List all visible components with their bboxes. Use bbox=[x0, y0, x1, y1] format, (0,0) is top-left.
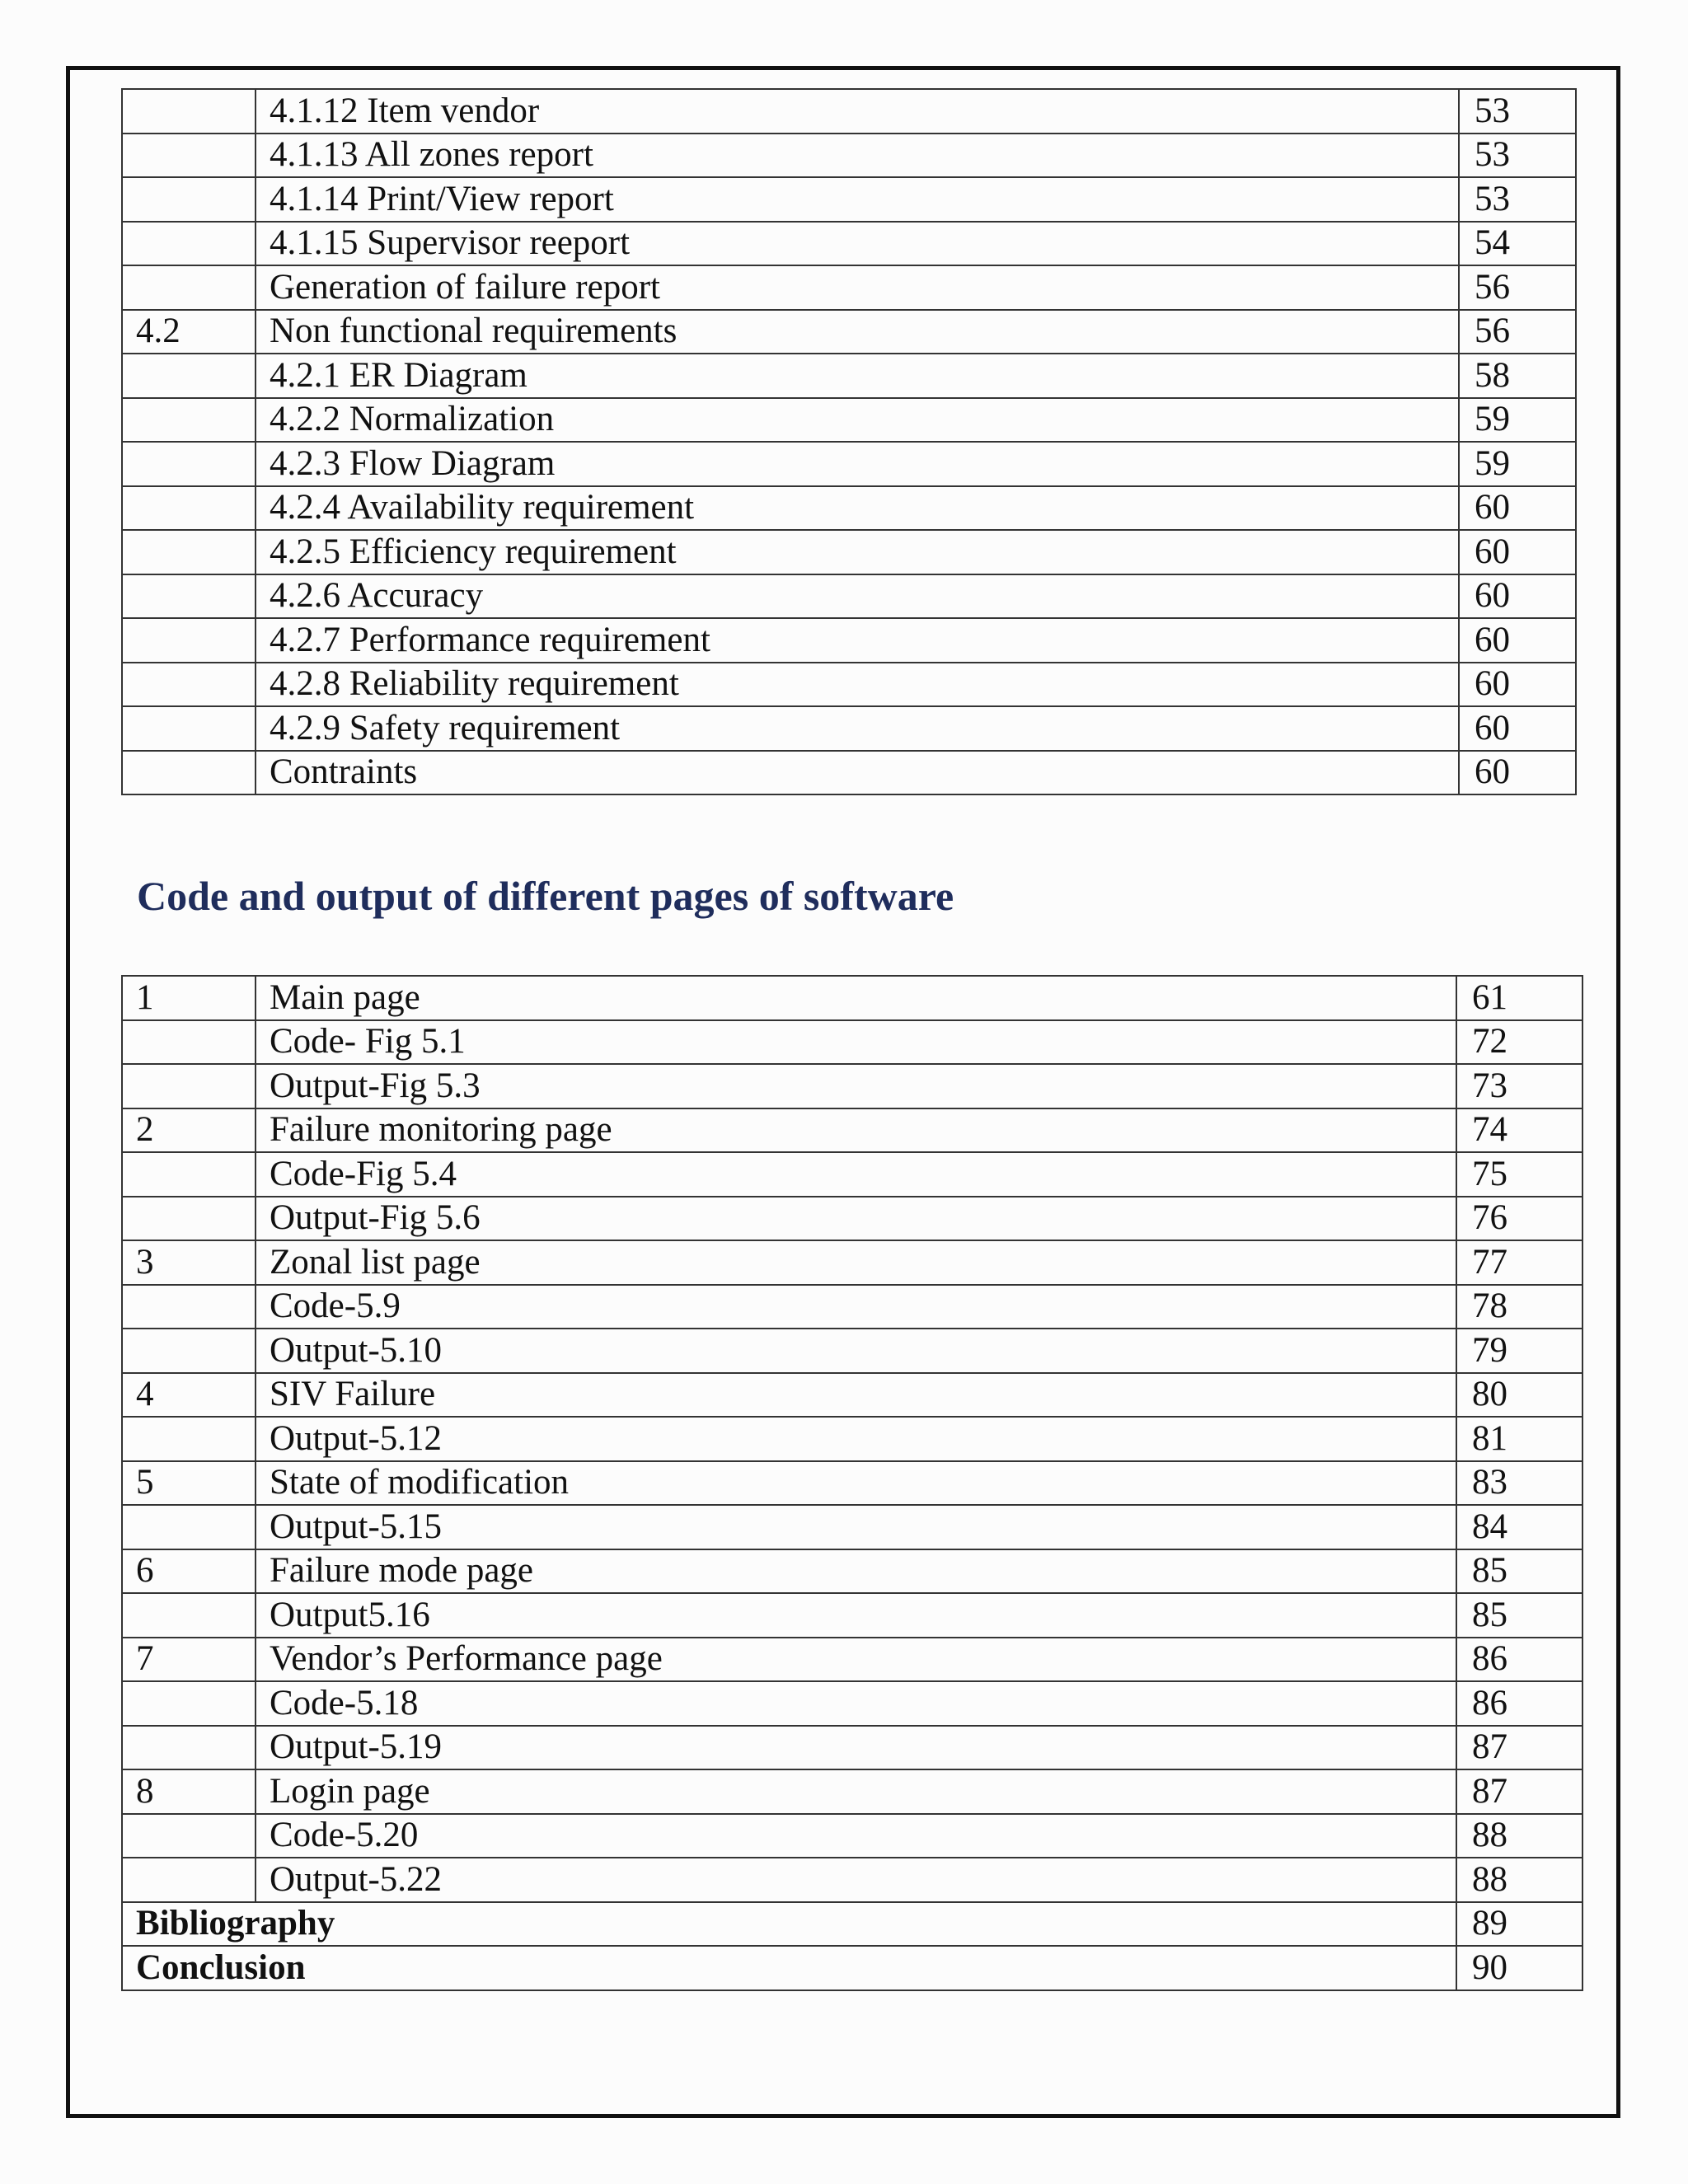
toc-row bbox=[122, 1329, 1582, 1373]
toc-page-number: 59 bbox=[1459, 398, 1576, 443]
toc-page-number: 53 bbox=[1459, 134, 1576, 178]
toc-entry-title: Output-5.19 bbox=[256, 1726, 1456, 1770]
section-heading: Code and output of different pages of software bbox=[137, 873, 954, 919]
toc-entry-title: 4.2.2 Normalization bbox=[256, 398, 1459, 443]
toc-page-number: 86 bbox=[1456, 1681, 1582, 1726]
toc-section-number bbox=[122, 89, 256, 134]
toc-section-number bbox=[122, 1152, 256, 1197]
toc-page-number: 83 bbox=[1456, 1461, 1582, 1506]
toc-entry-title: Code-5.18 bbox=[256, 1681, 1456, 1726]
toc-page-number: 76 bbox=[1456, 1197, 1582, 1241]
toc-page-number: 56 bbox=[1459, 265, 1576, 310]
toc-row bbox=[122, 265, 1576, 310]
toc-page-number: 88 bbox=[1456, 1814, 1582, 1858]
toc-section-number: 7 bbox=[122, 1638, 256, 1682]
toc-page-number: 80 bbox=[1456, 1373, 1582, 1418]
toc-row bbox=[122, 1064, 1582, 1108]
toc-row bbox=[122, 1814, 1582, 1858]
toc-table-software-pages-body bbox=[122, 976, 1582, 1990]
toc-entry-title: State of modification bbox=[256, 1461, 1456, 1506]
toc-entry-title: Code-Fig 5.4 bbox=[256, 1152, 1456, 1197]
toc-section-number bbox=[122, 663, 256, 707]
toc-entry-title: Generation of failure report bbox=[256, 265, 1459, 310]
toc-table-requirements-body bbox=[122, 89, 1576, 794]
toc-entry-title: 4.2.3 Flow Diagram bbox=[256, 442, 1459, 486]
toc-section-number: 2 bbox=[122, 1108, 256, 1153]
toc-page-number: 53 bbox=[1459, 177, 1576, 222]
toc-section-number bbox=[122, 1285, 256, 1329]
toc-entry-title: Login page bbox=[256, 1769, 1456, 1814]
toc-row bbox=[122, 398, 1576, 443]
toc-page-number: 87 bbox=[1456, 1726, 1582, 1770]
toc-page-number: 53 bbox=[1459, 89, 1576, 134]
toc-entry-title: 4.2.4 Availability requirement bbox=[256, 486, 1459, 531]
toc-row bbox=[122, 134, 1576, 178]
toc-row bbox=[122, 618, 1576, 663]
toc-entry-title: 4.2.6 Accuracy bbox=[256, 574, 1459, 619]
toc-section-number bbox=[122, 134, 256, 178]
toc-row bbox=[122, 1593, 1582, 1638]
toc-row bbox=[122, 1505, 1582, 1549]
toc-section-number bbox=[122, 1593, 256, 1638]
toc-row bbox=[122, 574, 1576, 619]
toc-section-number bbox=[122, 222, 256, 266]
toc-page-number: 89 bbox=[1456, 1902, 1582, 1947]
toc-entry-title: Code- Fig 5.1 bbox=[256, 1020, 1456, 1065]
toc-section-number bbox=[122, 486, 256, 531]
toc-row bbox=[122, 1373, 1582, 1418]
toc-row bbox=[122, 1152, 1582, 1197]
toc-row bbox=[122, 1240, 1582, 1285]
toc-section-number bbox=[122, 177, 256, 222]
toc-entry-title: Output-Fig 5.6 bbox=[256, 1197, 1456, 1241]
toc-page-number: 88 bbox=[1456, 1858, 1582, 1902]
toc-page-number: 85 bbox=[1456, 1549, 1582, 1594]
toc-page-number: 56 bbox=[1459, 310, 1576, 354]
toc-page-number: 54 bbox=[1459, 222, 1576, 266]
toc-page-number: 75 bbox=[1456, 1152, 1582, 1197]
toc-section-number bbox=[122, 530, 256, 574]
toc-page-number: 77 bbox=[1456, 1240, 1582, 1285]
toc-entry-title: Output-5.22 bbox=[256, 1858, 1456, 1902]
toc-entry-title: Non functional requirements bbox=[256, 310, 1459, 354]
toc-section-number bbox=[122, 1020, 256, 1065]
toc-page-number: 90 bbox=[1456, 1946, 1582, 1990]
toc-row bbox=[122, 1638, 1582, 1682]
toc-section-number bbox=[122, 1064, 256, 1108]
toc-row bbox=[122, 751, 1576, 795]
toc-row bbox=[122, 976, 1582, 1020]
toc-page-number: 84 bbox=[1456, 1505, 1582, 1549]
toc-row bbox=[122, 1549, 1582, 1594]
toc-row bbox=[122, 1197, 1582, 1241]
toc-row bbox=[122, 354, 1576, 398]
toc-row bbox=[122, 442, 1576, 486]
toc-page-number: 60 bbox=[1459, 618, 1576, 663]
toc-entry-title: Code-5.9 bbox=[256, 1285, 1456, 1329]
toc-section-number: 4.2 bbox=[122, 310, 256, 354]
toc-row bbox=[122, 89, 1576, 134]
toc-section-number: 1 bbox=[122, 976, 256, 1020]
toc-section-number bbox=[122, 706, 256, 751]
toc-section-number: 6 bbox=[122, 1549, 256, 1594]
toc-entry-title: Output-5.15 bbox=[256, 1505, 1456, 1549]
toc-page-number: 61 bbox=[1456, 976, 1582, 1020]
toc-entry-title: Output-5.12 bbox=[256, 1417, 1456, 1461]
toc-page-number: 85 bbox=[1456, 1593, 1582, 1638]
toc-entry-title: Bibliography bbox=[122, 1902, 1456, 1947]
toc-section-number bbox=[122, 1417, 256, 1461]
toc-page-number: 86 bbox=[1456, 1638, 1582, 1682]
toc-row bbox=[122, 310, 1576, 354]
toc-section-number: 3 bbox=[122, 1240, 256, 1285]
toc-section-number bbox=[122, 618, 256, 663]
toc-row bbox=[122, 663, 1576, 707]
toc-entry-title: Contraints bbox=[256, 751, 1459, 795]
toc-entry-title: 4.1.13 All zones report bbox=[256, 134, 1459, 178]
toc-page-number: 59 bbox=[1459, 442, 1576, 486]
toc-section-number bbox=[122, 1329, 256, 1373]
toc-section-number bbox=[122, 265, 256, 310]
toc-row bbox=[122, 1417, 1582, 1461]
toc-section-number bbox=[122, 1197, 256, 1241]
toc-entry-title: Output-Fig 5.3 bbox=[256, 1064, 1456, 1108]
toc-row bbox=[122, 177, 1576, 222]
toc-entry-title: Vendor’s Performance page bbox=[256, 1638, 1456, 1682]
toc-row bbox=[122, 486, 1576, 531]
toc-section-number bbox=[122, 398, 256, 443]
toc-page-number: 58 bbox=[1459, 354, 1576, 398]
toc-row-bold bbox=[122, 1946, 1582, 1990]
toc-section-number bbox=[122, 1858, 256, 1902]
toc-row bbox=[122, 1726, 1582, 1770]
toc-entry-title: 4.2.9 Safety requirement bbox=[256, 706, 1459, 751]
toc-page-number: 81 bbox=[1456, 1417, 1582, 1461]
toc-section-number bbox=[122, 1726, 256, 1770]
toc-entry-title: Output-5.10 bbox=[256, 1329, 1456, 1373]
toc-page-number: 60 bbox=[1459, 530, 1576, 574]
toc-row bbox=[122, 706, 1576, 751]
toc-row bbox=[122, 1108, 1582, 1153]
toc-row-bold bbox=[122, 1902, 1582, 1947]
toc-row bbox=[122, 1020, 1582, 1065]
toc-entry-title: 4.2.8 Reliability requirement bbox=[256, 663, 1459, 707]
toc-entry-title: SIV Failure bbox=[256, 1373, 1456, 1418]
toc-entry-title: 4.1.15 Supervisor reeport bbox=[256, 222, 1459, 266]
toc-entry-title: Main page bbox=[256, 976, 1456, 1020]
toc-entry-title: 4.2.1 ER Diagram bbox=[256, 354, 1459, 398]
toc-entry-title: Code-5.20 bbox=[256, 1814, 1456, 1858]
toc-entry-title: 4.1.14 Print/View report bbox=[256, 177, 1459, 222]
toc-table-requirements bbox=[121, 88, 1577, 795]
toc-page-number: 73 bbox=[1456, 1064, 1582, 1108]
toc-page-number: 74 bbox=[1456, 1108, 1582, 1153]
toc-row bbox=[122, 1285, 1582, 1329]
toc-entry-title: Zonal list page bbox=[256, 1240, 1456, 1285]
toc-page-number: 72 bbox=[1456, 1020, 1582, 1065]
toc-entry-title: 4.2.7 Performance requirement bbox=[256, 618, 1459, 663]
toc-section-number bbox=[122, 1681, 256, 1726]
toc-entry-title: Conclusion bbox=[122, 1946, 1456, 1990]
toc-row bbox=[122, 1769, 1582, 1814]
toc-page-number: 78 bbox=[1456, 1285, 1582, 1329]
toc-section-number: 8 bbox=[122, 1769, 256, 1814]
toc-page-number: 60 bbox=[1459, 574, 1576, 619]
toc-page-number: 87 bbox=[1456, 1769, 1582, 1814]
toc-table-software-pages bbox=[121, 975, 1583, 1991]
toc-section-number bbox=[122, 1505, 256, 1549]
toc-page-number: 60 bbox=[1459, 663, 1576, 707]
toc-entry-title: Failure monitoring page bbox=[256, 1108, 1456, 1153]
toc-page-number: 60 bbox=[1459, 706, 1576, 751]
toc-section-number bbox=[122, 442, 256, 486]
toc-page-number: 60 bbox=[1459, 486, 1576, 531]
toc-row bbox=[122, 1461, 1582, 1506]
toc-section-number bbox=[122, 354, 256, 398]
toc-section-number: 5 bbox=[122, 1461, 256, 1506]
toc-row bbox=[122, 530, 1576, 574]
toc-entry-title: 4.2.5 Efficiency requirement bbox=[256, 530, 1459, 574]
toc-section-number bbox=[122, 1814, 256, 1858]
toc-section-number bbox=[122, 751, 256, 795]
toc-row bbox=[122, 222, 1576, 266]
toc-row bbox=[122, 1681, 1582, 1726]
toc-page-number: 60 bbox=[1459, 751, 1576, 795]
toc-section-number: 4 bbox=[122, 1373, 256, 1418]
toc-entry-title: 4.1.12 Item vendor bbox=[256, 89, 1459, 134]
toc-row bbox=[122, 1858, 1582, 1902]
toc-section-number bbox=[122, 574, 256, 619]
toc-entry-title: Failure mode page bbox=[256, 1549, 1456, 1594]
toc-entry-title: Output5.16 bbox=[256, 1593, 1456, 1638]
toc-page-number: 79 bbox=[1456, 1329, 1582, 1373]
